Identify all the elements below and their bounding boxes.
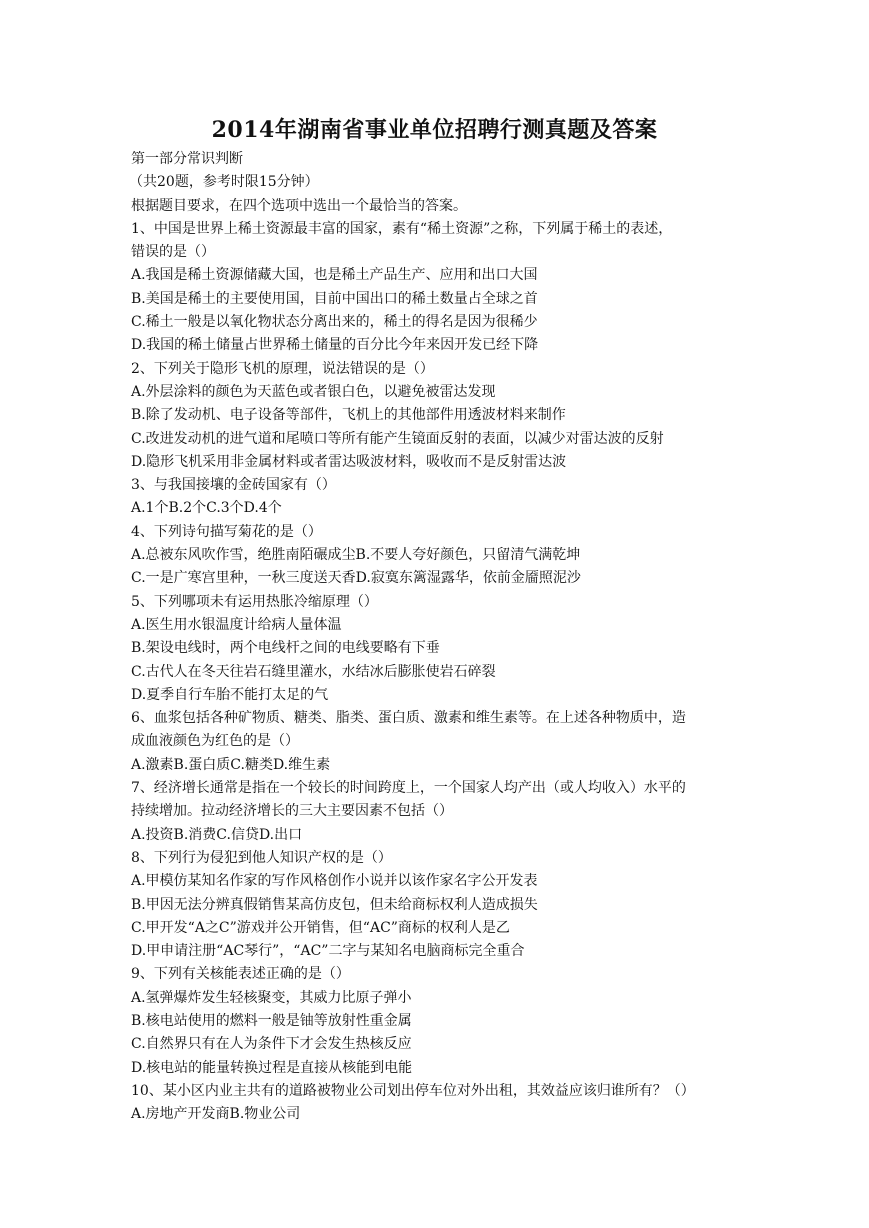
text-line: A.1个B.2个C.3个D.4个 <box>131 500 282 517</box>
document-body <box>131 148 743 1126</box>
text-line: A.我国是稀土资源储藏大国，也是稀土产品生产、应用和出口大国 <box>131 267 538 284</box>
text-line: B.除了发动机、电子设备等部件，飞机上的其他部件用透波材料来制作 <box>131 407 566 424</box>
text-line: A.甲模仿某知名作家的写作风格创作小说并以该作家名字公开发表 <box>131 873 538 890</box>
text-line: D.甲申请注册“AC琴行”，“AC”二字与某知名电脑商标完全重合 <box>131 943 525 960</box>
text-line: 4、下列诗句描写菊花的是（） <box>131 523 322 540</box>
text-line: A.投资B.消费C.信贷D.出口 <box>131 826 303 843</box>
text-line: D.我国的稀土储量占世界稀土储量的百分比今年来因开发已经下降 <box>131 337 539 354</box>
text-line: 10、某小区内业主共有的道路被物业公司划出停车位对外出租，其效益应该归谁所有？（） <box>131 1082 695 1099</box>
text-line: D.隐形飞机采用非金属材料或者雷达吸波材料，吸收而不是反射雷达波 <box>131 453 567 470</box>
text-line: A.外层涂料的颜色为天蓝色或者银白色，以避免被雷达发现 <box>131 383 496 400</box>
text-line: 5、下列哪项未有运用热胀冷缩原理（） <box>131 593 378 610</box>
text-line: D.夏季自行车胎不能打太足的气 <box>131 686 329 703</box>
text-line: 1、中国是世界上稀土资源最丰富的国家，素有“稀土资源”之称，下列属于稀土的表述， <box>131 220 673 237</box>
text-line: C.古代人在冬天往岩石缝里灌水，水结冰后膨胀使岩石碎裂 <box>131 663 496 680</box>
text-line: （共20题，参考时限15分钟） <box>129 174 319 191</box>
text-line: 3、与我国接壤的金砖国家有（） <box>131 477 336 494</box>
text-line: B.美国是稀土的主要使用国，目前中国出口的稀土数量占全球之首 <box>131 290 538 307</box>
text-line: B.核电站使用的燃料一般是铀等放射性重金属 <box>131 1012 412 1029</box>
text-line: 2、下列关于隐形飞机的原理，说法错误的是（） <box>131 360 434 377</box>
text-line: A.医生用水银温度计给病人量体温 <box>131 616 342 633</box>
text-line: A.房地产开发商B.物业公司 <box>131 1106 301 1123</box>
text-line: 持续增加。拉动经济增长的三大主要因素不包括（） <box>131 803 453 820</box>
text-line: B.甲因无法分辨真假销售某高仿皮包，但未给商标权利人造成损失 <box>131 896 538 913</box>
text-line: 错误的是（） <box>131 244 215 261</box>
text-line: D.核电站的能量转换过程是直接从核能到电能 <box>131 1059 413 1076</box>
text-line: 9、下列有关核能表述正确的是（） <box>131 966 350 983</box>
text-line: 第一部分常识判断 <box>131 151 243 167</box>
text-line: B.架设电线时，两个电线杆之间的电线要略有下垂 <box>131 640 440 657</box>
document-title: 2014年湖南省事业单位招聘行测真题及答案 <box>211 117 658 143</box>
text-line: A.总被东风吹作雪，绝胜南陌碾成尘B.不要人夸好颜色，只留清气满乾坤 <box>131 547 581 564</box>
text-line: C.自然界只有在人为条件下才会发生热核反应 <box>131 1036 412 1053</box>
text-line: 8、下列行为侵犯到他人知识产权的是（） <box>131 849 392 866</box>
text-line: A.激素B.蛋白质C.糖类D.维生素 <box>131 756 331 773</box>
text-line: 根据题目要求，在四个选项中选出一个最恰当的答案。 <box>131 197 467 214</box>
text-line: C.稀土一般是以氧化物状态分离出来的，稀土的得名是因为很稀少 <box>131 314 538 331</box>
text-line: 7、经济增长通常是指在一个较长的时间跨度上，一个国家人均产出（或人均收入）水平的 <box>131 780 686 797</box>
text-line: A.氢弹爆炸发生轻核聚变，其威力比原子弹小 <box>131 989 412 1006</box>
text-line: C.改进发动机的进气道和尾喷口等所有能产生镜面反射的表面，以减少对雷达波的反射 <box>131 430 664 447</box>
text-line: 6、血浆包括各种矿物质、糖类、脂类、蛋白质、激素和维生素等。在上述各种物质中，造 <box>131 710 686 727</box>
text-line: 成血液颜色为红色的是（） <box>131 733 299 750</box>
text-line: C.一是广寒宫里种，一秋三度送天香D.寂寞东篱湿露华，依前金靥照泥沙 <box>131 570 581 587</box>
text-line: C.甲开发“A之C”游戏并公开销售，但“AC”商标的权利人是乙 <box>131 919 510 936</box>
